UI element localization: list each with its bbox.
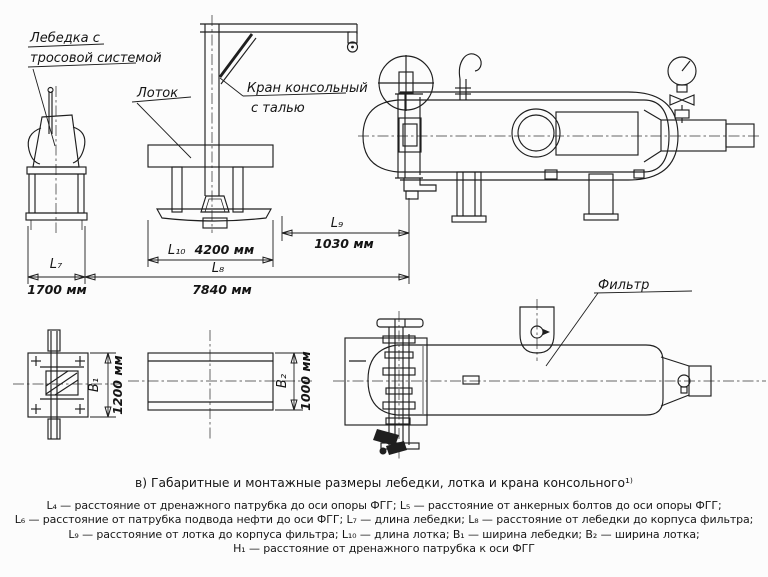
dimension-L7-symbol: L₇	[49, 257, 63, 272]
legend-line-1: L₄ — расстояние от дренажного патрубка до оси опоры ФГГ; L₅ — расстояние от анкерных болтов до оси опоры ФГГ;	[46, 499, 722, 512]
dimension-L10	[148, 239, 273, 260]
dimension-B2-value: 1000 мм	[298, 351, 313, 411]
dimension-B2-symbol: B₂	[275, 373, 290, 389]
hook-icon	[455, 54, 481, 100]
dimension-L8-symbol: L₈	[211, 261, 225, 276]
dimension-L7-value: 1700 мм	[27, 282, 87, 297]
dimension-L8-value: 7840 мм	[192, 282, 252, 297]
dimension-B2	[275, 351, 313, 411]
tray-front-view	[148, 145, 273, 228]
dimension-L8	[85, 261, 409, 297]
tray-callout	[132, 86, 191, 158]
dimension-B1	[87, 353, 125, 417]
winch-front-view	[26, 86, 87, 233]
winch-label-line2: тросовой системой	[30, 51, 162, 66]
lifting-lug	[520, 299, 554, 361]
legend-line-4: H₁ — расстояние от дренажного патрубка к оси ФГГ	[233, 542, 535, 556]
pressure-gauge-icon	[668, 57, 696, 123]
crane-callout	[220, 78, 368, 116]
crane-label-line2: с талью	[251, 101, 305, 116]
figure-legend	[0, 499, 768, 557]
dimension-L10-label: L₁₀ 4200 мм	[167, 242, 255, 258]
dimension-B1-symbol: B₁	[87, 377, 102, 393]
figure-caption: в) Габаритные и монтажные размеры лебедки, лотка и крана консольного¹⁾	[135, 476, 633, 490]
crane-front-view	[200, 15, 358, 233]
valve-assembly	[373, 311, 423, 459]
fgg-vessel-front-view	[358, 54, 762, 222]
filter-side-view	[333, 299, 766, 459]
legend-line-2: L₆ — расстояние от патрубка подвода нефти до оси ФГГ; L₇ — длина лебедки; L₈ — расстояние от лебедки до корпуса фильтра;	[14, 513, 754, 527]
filter-callout	[546, 278, 692, 366]
perforated-section	[556, 112, 638, 155]
crane-label-line1: Кран консольный	[247, 81, 368, 96]
dimension-L9	[282, 216, 409, 251]
dimension-L9-symbol: L₉	[330, 216, 344, 231]
filter-label: Фильтр	[598, 278, 650, 293]
dimension-B1-value: 1200 мм	[110, 355, 125, 415]
tray-label: Лоток	[137, 86, 179, 101]
legend-line-3: L₉ — расстояние от лотка до корпуса фильтра; L₁₀ — длина лотка; B₁ — ширина лебедки; B₂ — ширина лотка;	[68, 527, 700, 541]
winch-top-view	[13, 330, 122, 439]
dimension-L7	[27, 257, 87, 297]
dimension-L9-value: 1030 мм	[314, 236, 374, 251]
winch-label-line1: Лебедка с	[30, 31, 100, 46]
